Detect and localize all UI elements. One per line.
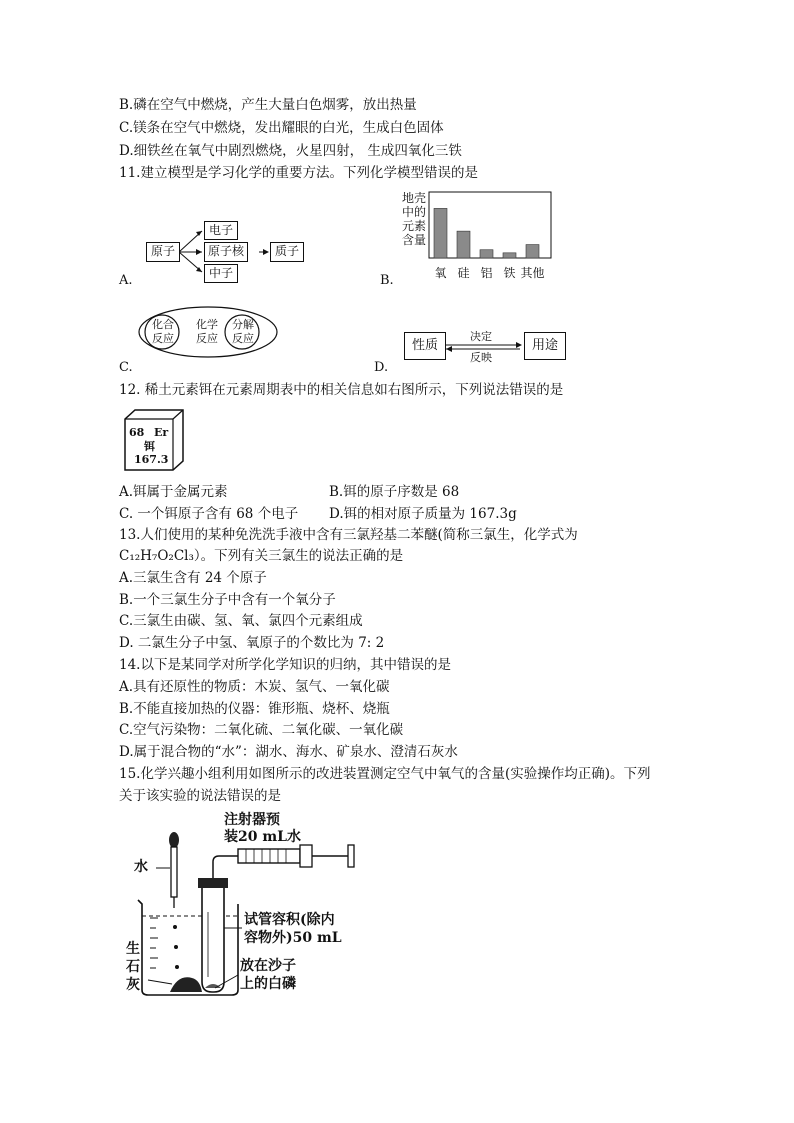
q10-option-b: B.磷在空气中燃烧，产生大量白色烟雾，放出热量 <box>119 97 417 113</box>
ylabel-line: 含量 <box>402 233 427 247</box>
q11-model-b <box>398 189 558 285</box>
q12-option-c: C. 一个铒原子含有 68 个电子 <box>119 506 299 522</box>
label-tube-volume: 试管容积(除内 <box>244 912 335 928</box>
q13-option-b: B.一个三氯生分子中含有一个氧分子 <box>119 592 336 608</box>
element-symbol: Er <box>154 426 169 439</box>
q11-model-c <box>137 305 279 359</box>
element-number: 68 <box>129 426 145 439</box>
quicklime-icon <box>170 977 202 992</box>
q13-stem-line2: C₁₂H₇O₂Cl₃）。下列有关三氯生的说法正确的是 <box>119 548 404 564</box>
x-tick-label: 其他 <box>520 266 545 280</box>
q14-stem: 14.以下是某同学对所学化学知识的归纳，其中错误的是 <box>119 657 451 673</box>
x-tick-label: 铁 <box>503 266 516 280</box>
model-c-combination: 反应 <box>152 332 174 345</box>
model-d-determine: 决定 <box>470 330 492 343</box>
element-card <box>124 409 184 471</box>
model-a-electron: 电子 <box>204 221 238 240</box>
x-tick-label: 氧 <box>434 266 447 280</box>
bar-硅 <box>457 231 470 258</box>
ylabel-line: 中的 <box>402 205 427 219</box>
q15-stem-line1: 15.化学兴趣小组利用如图所示的改进装置测定空气中氧气的含量(实验操作均正确)。下列 <box>119 766 651 782</box>
label-quicklime: 生 <box>126 941 140 957</box>
bar-氧 <box>434 208 447 258</box>
ylabel-line: 元素 <box>402 219 427 233</box>
label-syringe: 装20 mL水 <box>224 829 302 845</box>
label-quicklime: 石 <box>126 959 140 975</box>
label-white-phosphorus: 放在沙子 <box>240 958 296 974</box>
test-tube-icon <box>202 884 224 992</box>
bar-铁 <box>503 253 516 258</box>
q12-option-d: D.铒的相对原子质量为 167.3g <box>329 506 517 522</box>
model-c-chemical: 化学 <box>196 318 218 331</box>
syringe-barrel-icon <box>238 849 300 863</box>
model-c-combination: 化合 <box>152 318 174 331</box>
element-name: 铒 <box>144 440 155 453</box>
q11-stem: 11.建立模型是学习化学的重要方法。下列化学模型错误的是 <box>119 165 478 181</box>
label-syringe: 注射器预 <box>224 812 280 828</box>
label-quicklime: 灰 <box>126 977 140 993</box>
model-a-atom: 原子 <box>146 242 180 262</box>
q11-option-b-label: B. <box>380 273 394 288</box>
label-tube-volume: 容物外)50 mL <box>244 930 342 946</box>
bar-铝 <box>480 250 493 258</box>
label-water: 水 <box>134 859 148 875</box>
x-tick-label: 硅 <box>457 266 470 280</box>
model-c-chemical: 反应 <box>196 332 218 345</box>
q11-option-a-label: A. <box>119 273 133 288</box>
q12-option-b: B.铒的原子序数是 68 <box>329 484 460 500</box>
q11-model-a <box>146 220 306 282</box>
q13-option-a: A.三氯生含有 24 个原子 <box>119 570 267 586</box>
element-mass: 167.3 <box>134 453 169 466</box>
label-white-phosphorus: 上的白磷 <box>240 976 296 992</box>
q12-stem: 12. 稀土元素铒在元素周期表中的相关信息如右图所示，下列说法错误的是 <box>119 382 564 398</box>
q13-option-c: C.三氯生由碳、氢、氧、氯四个元素组成 <box>119 613 363 629</box>
ylabel-line: 地壳 <box>402 191 427 205</box>
dropper-bulb-icon <box>169 832 179 848</box>
model-a-proton: 质子 <box>270 242 304 262</box>
q14-option-a: A.具有还原性的物质：木炭、氢气、一氧化碳 <box>119 679 390 695</box>
q11-model-d <box>404 327 574 365</box>
x-tick-label: 铝 <box>480 266 493 280</box>
q13-stem-line1: 13.人们使用的某种免洗洗手液中含有三氯羟基二苯醚(简称三氯生，化学式为 <box>119 527 578 543</box>
q14-option-d: D.属于混合物的“水”：湖水、海水、矿泉水、澄清石灰水 <box>119 744 458 760</box>
stopper-icon <box>198 878 228 888</box>
model-d-property: 性质 <box>404 332 446 360</box>
model-a-neutron: 中子 <box>204 264 238 283</box>
model-b-chart <box>398 189 558 285</box>
model-c-decomposition: 分解 <box>232 318 254 331</box>
q10-option-d: D.细铁丝在氧气中剧烈燃烧，火星四射， 生成四氧化三铁 <box>119 143 462 159</box>
model-d-reflect: 反映 <box>470 351 492 364</box>
q14-option-b: B.不能直接加热的仪器：锥形瓶、烧杯、烧瓶 <box>119 701 390 717</box>
q10-option-c: C.镁条在空气中燃烧，发出耀眼的白光，生成白色固体 <box>119 120 444 136</box>
q12-option-a: A.铒属于金属元素 <box>119 484 228 500</box>
model-a-nucleus: 原子核 <box>204 242 248 262</box>
q15-stem-line2: 关于该实验的说法错误的是 <box>119 788 281 804</box>
apparatus-figure <box>120 812 370 998</box>
q14-option-c: C.空气污染物：二氧化硫、二氧化碳、一氧化碳 <box>119 722 404 738</box>
model-c-decomposition: 反应 <box>232 332 254 345</box>
q13-option-d: D. 二氯生分子中氢、氧原子的个数比为 7: 2 <box>119 635 385 651</box>
q11-option-d-label: D. <box>374 360 389 375</box>
q11-option-c-label: C. <box>119 360 133 375</box>
bar-其他 <box>526 245 539 258</box>
model-d-use: 用途 <box>524 332 566 360</box>
